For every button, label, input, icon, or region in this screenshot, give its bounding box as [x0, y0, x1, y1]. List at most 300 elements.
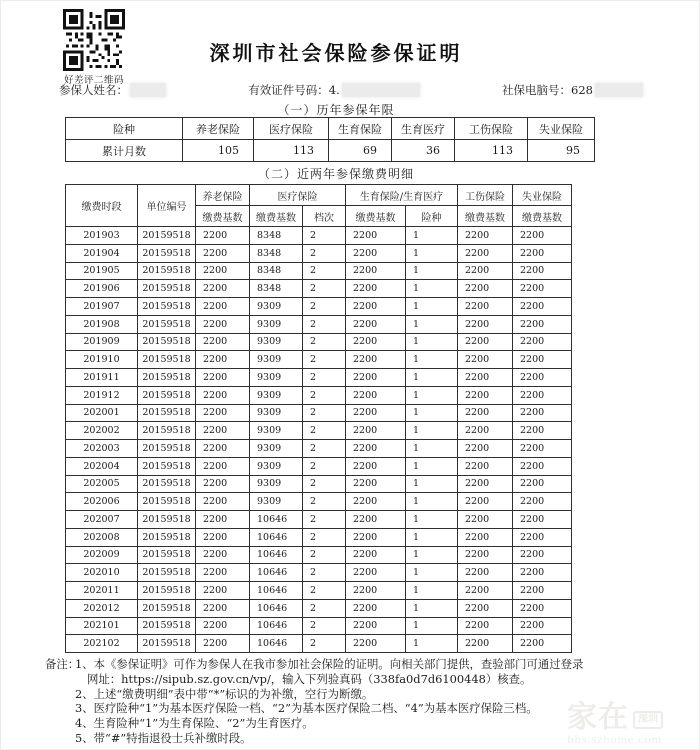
- contribution-cell: 1: [406, 635, 458, 653]
- contribution-cell: 8348: [250, 262, 303, 280]
- contribution-row: [66, 333, 572, 351]
- note-line: 网址：https://sipub.sz.gov.cn/vp/，输入下列验真码（338fa0d7d6100448）核查。: [87, 671, 532, 686]
- redacted-computer-number-value: [595, 83, 643, 97]
- contribution-cell: 9309: [250, 369, 303, 387]
- contribution-cell: 202007: [66, 511, 138, 529]
- contribution-cell: 20159518: [138, 227, 196, 245]
- contribution-cell: 1: [406, 546, 458, 564]
- contribution-cell: 201904: [66, 244, 138, 262]
- contribution-cell: 9309: [250, 386, 303, 404]
- header-injury: 工伤保险: [455, 118, 528, 140]
- contribution-cell: 9309: [250, 457, 303, 475]
- contribution-cell: 2200: [196, 599, 250, 617]
- qr-label: 好差评二维码: [63, 75, 124, 86]
- contribution-cell: 1: [406, 244, 458, 262]
- contribution-row: [66, 493, 572, 511]
- contribution-cell: 1: [406, 262, 458, 280]
- contribution-cell: 2: [303, 333, 346, 351]
- contribution-cell: 2: [303, 369, 346, 387]
- contribution-row: [66, 315, 572, 333]
- contribution-cell: 2200: [196, 528, 250, 546]
- contribution-cell: 2200: [513, 333, 572, 351]
- contribution-cell: 201910: [66, 351, 138, 369]
- note-line: 3、医疗险种“1”为基本医疗保险一档、“2”为基本医疗保险二档、“4”为基本医疗保险三档。: [75, 701, 538, 716]
- contribution-cell: 2200: [513, 457, 572, 475]
- contribution-cell: 2: [303, 262, 346, 280]
- contribution-cell: 20159518: [138, 351, 196, 369]
- contribution-cell: 2: [303, 457, 346, 475]
- contribution-cell: 2200: [346, 351, 406, 369]
- contribution-cell: 1: [406, 511, 458, 529]
- contribution-cell: 2200: [458, 457, 513, 475]
- contribution-cell: 20159518: [138, 386, 196, 404]
- contribution-cell: 201907: [66, 298, 138, 316]
- contribution-cell: 2200: [458, 298, 513, 316]
- contribution-cell: 10646: [250, 635, 303, 653]
- contribution-cell: 1: [406, 351, 458, 369]
- contribution-cell: 1: [406, 315, 458, 333]
- contribution-cell: 2200: [458, 493, 513, 511]
- contribution-cell: 2200: [196, 298, 250, 316]
- contribution-cell: 2200: [513, 546, 572, 564]
- contribution-cell: 2200: [513, 511, 572, 529]
- contribution-cell: 10646: [250, 617, 303, 635]
- contribution-cell: 2: [303, 635, 346, 653]
- contribution-cell: 2200: [196, 440, 250, 458]
- contribution-cell: 2200: [346, 617, 406, 635]
- contribution-cell: 2: [303, 298, 346, 316]
- contribution-cell: 1: [406, 227, 458, 245]
- contribution-cell: 2200: [346, 262, 406, 280]
- contribution-cell: 202005: [66, 475, 138, 493]
- section2-title: （二）近两年参保缴费明细: [257, 167, 414, 181]
- contribution-cell: 9309: [250, 422, 303, 440]
- watermark-main-text: 家在: [567, 699, 629, 735]
- contribution-cell: 2200: [346, 369, 406, 387]
- contribution-detail-table: [65, 184, 572, 653]
- note-line: 5、带“#”特指退役士兵补缴时段。: [75, 730, 252, 745]
- contribution-cell: 2200: [196, 475, 250, 493]
- contribution-cell: 2200: [458, 617, 513, 635]
- contribution-cell: 20159518: [138, 617, 196, 635]
- sub-header-medical-base: 缴费基数: [250, 206, 303, 227]
- contribution-cell: 2200: [346, 244, 406, 262]
- contribution-cell: 2200: [346, 315, 406, 333]
- contribution-cell: 2200: [196, 564, 250, 582]
- years-summary-table: [65, 117, 595, 162]
- contribution-cell: 202003: [66, 440, 138, 458]
- contribution-row: [66, 599, 572, 617]
- watermark-sub-text: bbs.szhome.com: [567, 733, 662, 746]
- contribution-cell: 20159518: [138, 546, 196, 564]
- contribution-cell: 10646: [250, 564, 303, 582]
- notes-label: 备注：: [45, 657, 80, 671]
- contribution-cell: 2200: [346, 227, 406, 245]
- contribution-cell: 2200: [513, 599, 572, 617]
- contribution-cell: 2200: [346, 386, 406, 404]
- contribution-row: [66, 617, 572, 635]
- contribution-cell: 2200: [346, 457, 406, 475]
- contribution-cell: 2200: [513, 422, 572, 440]
- contribution-cell: 2: [303, 440, 346, 458]
- header-medical: 医疗保险: [254, 118, 329, 140]
- contribution-cell: 2: [303, 475, 346, 493]
- contribution-row: [66, 440, 572, 458]
- contribution-cell: 20159518: [138, 511, 196, 529]
- contribution-row: [66, 386, 572, 404]
- watermark: [567, 699, 687, 746]
- contribution-cell: 2: [303, 493, 346, 511]
- contribution-cell: 2200: [196, 457, 250, 475]
- contribution-cell: 202001: [66, 404, 138, 422]
- contribution-cell: 201912: [66, 386, 138, 404]
- contribution-cell: 2200: [458, 599, 513, 617]
- contribution-cell: 2: [303, 386, 346, 404]
- sub-header-maternity-base: 缴费基数: [346, 206, 406, 227]
- contribution-row: [66, 546, 572, 564]
- contribution-cell: 201911: [66, 369, 138, 387]
- contribution-cell: 2200: [458, 315, 513, 333]
- contribution-cell: 20159518: [138, 582, 196, 600]
- contribution-cell: 2200: [513, 528, 572, 546]
- id-number-prefix: 4.: [328, 83, 340, 97]
- contribution-row: [66, 422, 572, 440]
- years-table-header-row: [66, 118, 595, 140]
- contribution-cell: 10646: [250, 599, 303, 617]
- contribution-cell: 2200: [346, 599, 406, 617]
- contribution-cell: 2: [303, 244, 346, 262]
- header-period: 缴费时段: [66, 185, 138, 227]
- header-unit-number: 单位编号: [138, 185, 196, 227]
- contribution-cell: 2200: [513, 475, 572, 493]
- group-header-maternity: 生育保险/生育医疗: [346, 185, 458, 206]
- contribution-cell: 202004: [66, 457, 138, 475]
- contribution-cell: 2: [303, 351, 346, 369]
- contribution-cell: 20159518: [138, 333, 196, 351]
- page-title: 深圳市社会保险参保证明: [209, 41, 463, 65]
- contribution-cell: 201905: [66, 262, 138, 280]
- contribution-cell: 20159518: [138, 280, 196, 298]
- contribution-row: [66, 457, 572, 475]
- insured-name-label: 参保人姓名：: [59, 83, 128, 97]
- contribution-cell: 2200: [346, 333, 406, 351]
- contribution-cell: 20159518: [138, 262, 196, 280]
- contribution-cell: 1: [406, 298, 458, 316]
- contribution-cell: 2200: [196, 422, 250, 440]
- contribution-cell: 20159518: [138, 528, 196, 546]
- contribution-cell: 2200: [346, 546, 406, 564]
- contribution-cell: 2200: [196, 582, 250, 600]
- watermark-badge: 深圳: [633, 711, 663, 729]
- contribution-cell: 202101: [66, 617, 138, 635]
- contribution-row: [66, 511, 572, 529]
- contribution-cell: 202006: [66, 493, 138, 511]
- contribution-cell: 20159518: [138, 635, 196, 653]
- contribution-row: [66, 298, 572, 316]
- contribution-cell: 20159518: [138, 493, 196, 511]
- contribution-cell: 1: [406, 457, 458, 475]
- maternity-medical-months: 36: [392, 140, 455, 162]
- contribution-cell: 9309: [250, 440, 303, 458]
- contribution-cell: 2200: [513, 404, 572, 422]
- contribution-cell: 1: [406, 528, 458, 546]
- contribution-cell: 9309: [250, 493, 303, 511]
- contribution-cell: 2200: [196, 404, 250, 422]
- redacted-id-value: [342, 83, 420, 97]
- contribution-cell: 201909: [66, 333, 138, 351]
- contribution-cell: 20159518: [138, 599, 196, 617]
- contribution-row: [66, 564, 572, 582]
- contribution-cell: 2200: [513, 493, 572, 511]
- contribution-cell: 2200: [513, 227, 572, 245]
- contribution-cell: 10646: [250, 528, 303, 546]
- contribution-cell: 2200: [196, 315, 250, 333]
- contribution-cell: 2200: [458, 546, 513, 564]
- contribution-cell: 2200: [458, 369, 513, 387]
- section1-title: （一）历年参保年限: [277, 103, 395, 117]
- contribution-cell: 2200: [513, 369, 572, 387]
- contribution-cell: 2200: [458, 262, 513, 280]
- contribution-cell: 2200: [458, 564, 513, 582]
- contribution-cell: 2200: [513, 244, 572, 262]
- contribution-cell: 2200: [513, 315, 572, 333]
- insured-name: [59, 82, 166, 98]
- contribution-cell: 2: [303, 422, 346, 440]
- contribution-cell: 1: [406, 617, 458, 635]
- contribution-cell: 2200: [458, 528, 513, 546]
- social-computer-number-label: 社保电脑号：: [502, 83, 572, 97]
- contribution-cell: 8348: [250, 227, 303, 245]
- contribution-cell: 2200: [196, 262, 250, 280]
- sub-header-medical-tier: 档次: [303, 206, 346, 227]
- contribution-cell: 1: [406, 440, 458, 458]
- contribution-cell: 2200: [458, 422, 513, 440]
- contribution-cell: 2200: [346, 493, 406, 511]
- contribution-cell: 20159518: [138, 315, 196, 333]
- contribution-cell: 201908: [66, 315, 138, 333]
- contribution-cell: 2200: [196, 333, 250, 351]
- note-line: 1、本《参保证明》可作为参保人在我市参加社会保险的证明。向相关部门提供，查验部门可通过登录: [75, 657, 584, 671]
- contribution-cell: 2200: [196, 546, 250, 564]
- contribution-cell: 2200: [346, 511, 406, 529]
- group-header-unemployment: 失业保险: [513, 185, 572, 206]
- contribution-cell: 2200: [196, 227, 250, 245]
- pension-months: 105: [183, 140, 254, 162]
- contribution-row: [66, 280, 572, 298]
- contribution-cell: 2200: [196, 617, 250, 635]
- contribution-cell: 2: [303, 617, 346, 635]
- contribution-cell: 2200: [346, 422, 406, 440]
- injury-months: 113: [455, 140, 528, 162]
- contribution-cell: 2: [303, 599, 346, 617]
- contribution-cell: 2200: [458, 511, 513, 529]
- contribution-cell: 9309: [250, 404, 303, 422]
- contribution-cell: 20159518: [138, 475, 196, 493]
- contribution-cell: 9309: [250, 315, 303, 333]
- contribution-cell: 2200: [513, 564, 572, 582]
- contribution-cell: 2200: [346, 404, 406, 422]
- contribution-cell: 1: [406, 369, 458, 387]
- contribution-row: [66, 262, 572, 280]
- contribution-cell: 2200: [513, 386, 572, 404]
- group-header-pension: 养老保险: [196, 185, 250, 206]
- contribution-cell: 2200: [458, 475, 513, 493]
- contribution-cell: 1: [406, 493, 458, 511]
- contribution-cell: 202002: [66, 422, 138, 440]
- social-computer-number: [502, 82, 643, 98]
- contribution-cell: 2: [303, 511, 346, 529]
- contribution-cell: 1: [406, 422, 458, 440]
- contribution-cell: 2200: [458, 280, 513, 298]
- contribution-cell: 202009: [66, 546, 138, 564]
- contribution-cell: 9309: [250, 351, 303, 369]
- contribution-row: [66, 369, 572, 387]
- contribution-cell: 2: [303, 227, 346, 245]
- sub-header-pension-base: 缴费基数: [196, 206, 250, 227]
- contribution-cell: 20159518: [138, 422, 196, 440]
- contribution-row: [66, 244, 572, 262]
- contribution-cell: 2: [303, 315, 346, 333]
- id-number: [248, 82, 419, 98]
- contribution-cell: 2200: [196, 493, 250, 511]
- sub-header-unemployment-base: 缴费基数: [513, 206, 572, 227]
- contribution-cell: 20159518: [138, 244, 196, 262]
- contribution-cell: 1: [406, 599, 458, 617]
- contribution-cell: 201906: [66, 280, 138, 298]
- contribution-cell: 20159518: [138, 369, 196, 387]
- contribution-cell: 201903: [66, 227, 138, 245]
- contribution-cell: 2200: [346, 280, 406, 298]
- contribution-cell: 9309: [250, 298, 303, 316]
- contribution-cell: 1: [406, 404, 458, 422]
- contribution-row: [66, 582, 572, 600]
- contribution-cell: 1: [406, 564, 458, 582]
- contribution-cell: 2: [303, 280, 346, 298]
- social-computer-number-prefix: 628: [571, 83, 593, 97]
- contribution-row: [66, 475, 572, 493]
- contribution-cell: 9309: [250, 475, 303, 493]
- contribution-cell: 2200: [196, 280, 250, 298]
- contribution-cell: 202102: [66, 635, 138, 653]
- contribution-cell: 2200: [196, 635, 250, 653]
- contribution-cell: 2200: [196, 244, 250, 262]
- contribution-cell: 10646: [250, 582, 303, 600]
- sub-header-injury-base: 缴费基数: [458, 206, 513, 227]
- header-unemployment: 失业保险: [528, 118, 595, 140]
- contribution-cell: 2200: [196, 511, 250, 529]
- notes-section: [45, 657, 657, 746]
- contribution-cell: 2200: [346, 298, 406, 316]
- contribution-cell: 2200: [196, 386, 250, 404]
- contribution-cell: 1: [406, 386, 458, 404]
- contribution-cell: 20159518: [138, 404, 196, 422]
- contribution-cell: 1: [406, 475, 458, 493]
- note-line: 2、上述“缴费明细”表中带“*”标识的为补缴，空行为断缴。: [75, 686, 374, 701]
- contribution-cell: 2200: [458, 227, 513, 245]
- contribution-cell: 20159518: [138, 440, 196, 458]
- contribution-cell: 2200: [513, 280, 572, 298]
- sub-header-maternity-type: 险种: [406, 206, 458, 227]
- contribution-cell: 202010: [66, 564, 138, 582]
- contribution-cell: 8348: [250, 280, 303, 298]
- contribution-cell: 2200: [513, 582, 572, 600]
- unemployment-months: 95: [528, 140, 595, 162]
- contribution-cell: 2: [303, 546, 346, 564]
- note-line: 4、生育险种“1”为生育保险、“2”为生育医疗。: [75, 716, 314, 730]
- contribution-cell: 2200: [513, 635, 572, 653]
- contribution-cell: 2200: [458, 440, 513, 458]
- contribution-cell: 2: [303, 404, 346, 422]
- contribution-cell: 2200: [513, 351, 572, 369]
- contribution-cell: 2200: [346, 528, 406, 546]
- header-maternity: 生育保险: [329, 118, 392, 140]
- contribution-cell: 2200: [513, 262, 572, 280]
- contribution-cell: 2200: [196, 351, 250, 369]
- contribution-cell: 2200: [458, 244, 513, 262]
- contribution-cell: 2200: [458, 582, 513, 600]
- contribution-cell: 20159518: [138, 457, 196, 475]
- contribution-cell: 2: [303, 528, 346, 546]
- contribution-cell: 1: [406, 582, 458, 600]
- cumulative-months-label: 累计月数: [66, 140, 183, 162]
- contribution-cell: 2200: [346, 564, 406, 582]
- header-insurance-type: 险种: [66, 118, 183, 140]
- contribution-table-body: [66, 227, 572, 653]
- contribution-cell: 9309: [250, 333, 303, 351]
- contribution-cell: 2200: [513, 298, 572, 316]
- contribution-cell: 2200: [346, 635, 406, 653]
- group-header-injury: 工伤保险: [458, 185, 513, 206]
- header-pension: 养老保险: [183, 118, 254, 140]
- contribution-cell: 2200: [346, 582, 406, 600]
- contribution-cell: 2200: [458, 351, 513, 369]
- group-header-medical: 医疗保险: [250, 185, 346, 206]
- medical-months: 113: [254, 140, 329, 162]
- contribution-row: [66, 528, 572, 546]
- contribution-cell: 10646: [250, 511, 303, 529]
- contribution-cell: 2200: [513, 440, 572, 458]
- contribution-cell: 20159518: [138, 564, 196, 582]
- contribution-cell: 8348: [250, 244, 303, 262]
- detail-header-group-row: [66, 185, 572, 206]
- contribution-cell: 1: [406, 280, 458, 298]
- contribution-cell: 2: [303, 564, 346, 582]
- contribution-cell: 202012: [66, 599, 138, 617]
- header-maternity-medical: 生育医疗: [392, 118, 455, 140]
- years-table-data-row: [66, 140, 595, 162]
- contribution-row: [66, 404, 572, 422]
- contribution-cell: 2200: [346, 440, 406, 458]
- contribution-row: [66, 227, 572, 245]
- contribution-cell: 2200: [196, 369, 250, 387]
- contribution-cell: 10646: [250, 546, 303, 564]
- contribution-cell: 2: [303, 582, 346, 600]
- contribution-row: [66, 351, 572, 369]
- contribution-cell: 2200: [458, 404, 513, 422]
- contribution-cell: 2200: [458, 635, 513, 653]
- contribution-cell: 202008: [66, 528, 138, 546]
- contribution-cell: 20159518: [138, 298, 196, 316]
- contribution-cell: 2200: [346, 475, 406, 493]
- contribution-cell: 202011: [66, 582, 138, 600]
- contribution-row: [66, 635, 572, 653]
- insured-info-line: [59, 82, 643, 98]
- redacted-name-value: [130, 83, 166, 97]
- id-number-label: 有效证件号码：: [248, 83, 329, 97]
- contribution-cell: 2200: [458, 333, 513, 351]
- contribution-cell: 2200: [458, 386, 513, 404]
- maternity-months: 69: [329, 140, 392, 162]
